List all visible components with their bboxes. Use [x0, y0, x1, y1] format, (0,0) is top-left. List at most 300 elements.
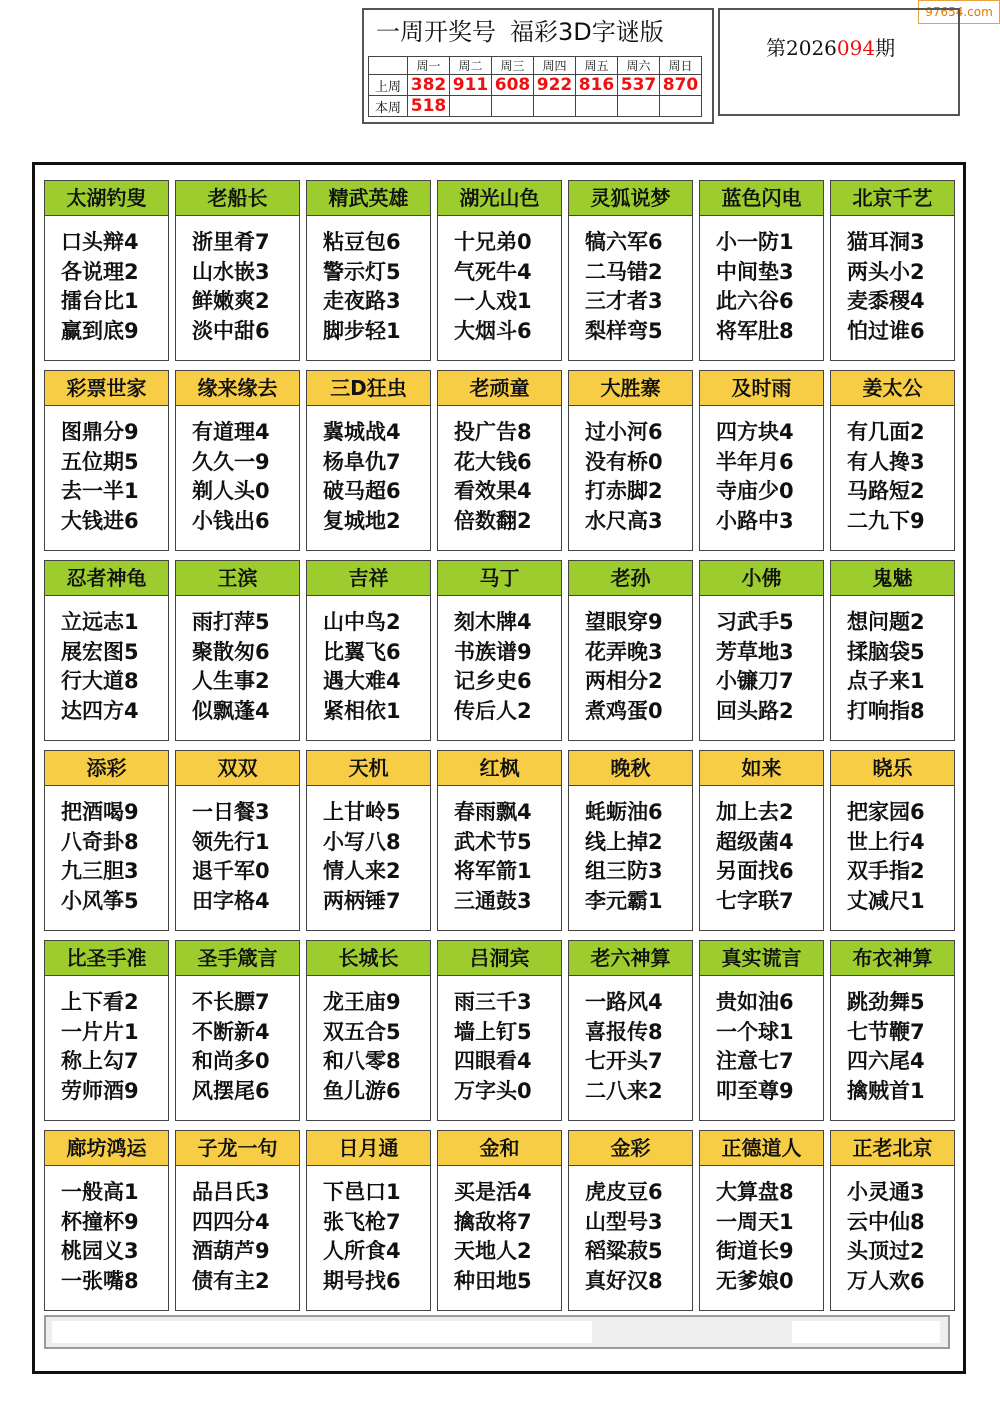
riddle-card	[437, 180, 562, 361]
riddle-line: 一个球1	[716, 1019, 794, 1044]
riddle-line: 不断新4	[192, 1019, 270, 1044]
riddle-line: 喜报传8	[585, 1019, 663, 1044]
riddle-card-title: 正德道人	[700, 1131, 823, 1166]
riddle-line: 浙里肴7	[192, 230, 270, 254]
riddle-card-title: 湖光山色	[438, 181, 561, 216]
riddle-card-body	[438, 976, 561, 1106]
riddle-line: 人所食4	[323, 1239, 401, 1263]
riddle-line: 一日餐3	[192, 800, 270, 824]
riddle-line: 山水嵌3	[192, 259, 270, 284]
weekly-results-table	[368, 56, 702, 117]
riddle-line: 十兄弟0	[454, 230, 532, 254]
riddle-line: 麦黍稷4	[847, 289, 925, 313]
riddle-line: 似飘蓬4	[192, 698, 270, 723]
riddle-line: 芳草地3	[716, 639, 794, 664]
riddle-line: 称上勾7	[61, 1049, 139, 1073]
riddle-line: 一般高1	[61, 1180, 139, 1204]
day-header: 周一	[408, 57, 450, 75]
riddle-row	[44, 370, 962, 551]
riddle-line: 达四方4	[61, 698, 139, 723]
riddle-line: 二马错2	[585, 259, 663, 284]
riddle-line: 七开头7	[585, 1049, 663, 1073]
riddle-card	[437, 750, 562, 931]
riddle-grid	[44, 180, 962, 1320]
riddle-line: 擒敌将7	[454, 1209, 532, 1234]
riddle-card-title: 姜太公	[831, 371, 954, 406]
riddle-line: 蚝蛎油6	[585, 800, 663, 824]
riddle-line: 看效果4	[454, 479, 532, 503]
riddle-line: 四六尾4	[847, 1049, 925, 1073]
riddle-line: 书族谱9	[454, 639, 532, 664]
riddle-card	[830, 180, 955, 361]
riddle-card	[568, 940, 693, 1121]
last-week-label: 上周	[369, 75, 408, 96]
riddle-line: 半年月6	[716, 449, 794, 474]
riddle-line: 去一半1	[61, 479, 139, 503]
riddle-card	[306, 370, 431, 551]
riddle-row	[44, 940, 962, 1121]
riddle-line: 杯撞杯9	[61, 1209, 139, 1234]
riddle-card-title: 子龙一句	[176, 1131, 299, 1166]
riddle-line: 揉脑袋5	[847, 639, 925, 664]
header-subtitle: 福彩3D字谜版	[510, 18, 664, 46]
riddle-line: 小钱出6	[192, 508, 270, 533]
riddle-line: 大钱进6	[61, 508, 139, 533]
riddle-line: 不长膘7	[192, 990, 270, 1014]
riddle-line: 将军箭1	[454, 859, 532, 883]
riddle-card	[568, 370, 693, 551]
riddle-card-title: 老船长	[176, 181, 299, 216]
riddle-line: 一片片1	[61, 1019, 139, 1044]
riddle-card-title: 吕洞宾	[438, 941, 561, 976]
footer-blank-left	[52, 1321, 592, 1343]
riddle-card-body	[831, 976, 954, 1106]
riddle-line: 山中鸟2	[323, 610, 401, 634]
riddle-card-body	[831, 1166, 954, 1296]
riddle-line: 雨三千3	[454, 990, 532, 1014]
riddle-card-body	[438, 786, 561, 916]
riddle-line: 领先行1	[192, 829, 270, 854]
day-header: 周日	[660, 57, 702, 75]
last-week-result: 608	[492, 75, 534, 96]
riddle-row	[44, 1130, 962, 1311]
riddle-line: 紧相依1	[323, 698, 401, 723]
riddle-card-title: 圣手箴言	[176, 941, 299, 976]
riddle-line: 七字联7	[716, 888, 794, 913]
riddle-line: 上下看2	[61, 990, 139, 1014]
riddle-line: 万人欢6	[847, 1268, 925, 1293]
footer-blank-right	[792, 1321, 940, 1343]
riddle-card-body	[831, 786, 954, 916]
riddle-line: 云中仙8	[847, 1209, 925, 1234]
this-week-result	[576, 96, 618, 117]
riddle-line: 杨阜仇7	[323, 449, 401, 474]
riddle-line: 传后人2	[454, 698, 532, 723]
riddle-line: 中间垫3	[716, 259, 794, 284]
riddle-card	[437, 940, 562, 1121]
riddle-line: 淡中甜6	[192, 318, 270, 343]
riddle-line: 水尺高3	[585, 508, 663, 533]
riddle-card	[699, 560, 824, 741]
riddle-line: 街道长9	[716, 1239, 794, 1263]
riddle-line: 大算盘8	[716, 1180, 794, 1204]
riddle-line: 图鼎分9	[61, 420, 139, 444]
riddle-card-body	[45, 216, 168, 346]
riddle-line: 怕过谁6	[847, 318, 925, 343]
riddle-line: 一张嘴8	[61, 1268, 139, 1293]
riddle-line: 把家园6	[847, 800, 925, 824]
riddle-card	[699, 940, 824, 1121]
riddle-line: 小写八8	[323, 829, 401, 854]
this-week-result	[492, 96, 534, 117]
riddle-line: 过小河6	[585, 420, 663, 444]
riddle-row	[44, 560, 962, 741]
riddle-card-body	[438, 1166, 561, 1296]
riddle-card	[44, 1130, 169, 1311]
riddle-line: 倍数翻2	[454, 508, 532, 533]
riddle-line: 四眼看4	[454, 1049, 532, 1073]
riddle-line: 头顶过2	[847, 1239, 925, 1263]
riddle-line: 品吕氏3	[192, 1180, 270, 1204]
riddle-card-body	[307, 976, 430, 1106]
riddle-line: 马路短2	[847, 479, 925, 503]
riddle-card-title: 忍者神龟	[45, 561, 168, 596]
riddle-line: 注意七7	[716, 1049, 794, 1073]
riddle-card-body	[45, 976, 168, 1106]
riddle-card-title: 蓝色闪电	[700, 181, 823, 216]
footer-bar	[44, 1315, 950, 1349]
riddle-line: 二九下9	[847, 508, 925, 533]
riddle-line: 双手指2	[847, 859, 925, 883]
riddle-line: 各说理2	[61, 259, 139, 284]
riddle-line: 一周天1	[716, 1209, 794, 1234]
riddle-line: 四方块4	[716, 420, 794, 444]
riddle-card-body	[176, 786, 299, 916]
riddle-line: 龙王庙9	[323, 990, 401, 1014]
riddle-card-body	[831, 406, 954, 536]
riddle-row	[44, 750, 962, 931]
riddle-card	[568, 1130, 693, 1311]
riddle-line: 两相分2	[585, 669, 663, 693]
riddle-line: 把酒喝9	[61, 800, 139, 824]
riddle-line: 小风筝5	[61, 888, 139, 913]
riddle-card-title: 真实谎言	[700, 941, 823, 976]
riddle-card-body	[45, 1166, 168, 1296]
riddle-line: 想问题2	[847, 610, 925, 634]
riddle-card-body	[307, 786, 430, 916]
riddle-line: 小灵通3	[847, 1180, 925, 1204]
riddle-card-body	[307, 596, 430, 726]
riddle-card-body	[569, 216, 692, 346]
riddle-card	[437, 370, 562, 551]
riddle-line: 习武手5	[716, 610, 794, 634]
riddle-card-title: 灵狐说梦	[569, 181, 692, 216]
riddle-card	[830, 1130, 955, 1311]
riddle-card-title: 王滨	[176, 561, 299, 596]
riddle-card-body	[307, 216, 430, 346]
riddle-line: 张飞枪7	[323, 1209, 401, 1234]
last-week-result: 922	[534, 75, 576, 96]
riddle-card	[44, 940, 169, 1121]
riddle-line: 复城地2	[323, 508, 401, 533]
riddle-card	[437, 1130, 562, 1311]
riddle-line: 组三防3	[585, 859, 663, 883]
riddle-card-body	[307, 406, 430, 536]
riddle-card	[568, 560, 693, 741]
riddle-line: 聚散匆6	[192, 639, 270, 664]
day-header: 周二	[450, 57, 492, 75]
riddle-line: 线上掉2	[585, 829, 663, 854]
riddle-line: 大烟斗6	[454, 318, 532, 343]
riddle-line: 刻木牌4	[454, 610, 532, 634]
riddle-card	[306, 180, 431, 361]
riddle-card-body	[700, 216, 823, 346]
riddle-line: 打响指8	[847, 698, 925, 723]
riddle-line: 五位期5	[61, 449, 139, 474]
riddle-line: 下邑口1	[323, 1180, 401, 1204]
riddle-card	[175, 370, 300, 551]
riddle-card	[830, 750, 955, 931]
issue-suffix: 期	[875, 36, 896, 60]
riddle-line: 煮鸡蛋0	[585, 698, 663, 723]
riddle-line: 雨打萍5	[192, 610, 270, 634]
riddle-line: 李元霸1	[585, 888, 663, 913]
this-week-result: 518	[408, 96, 450, 117]
riddle-line: 花大钱6	[454, 449, 532, 474]
riddle-line: 超级菌4	[716, 829, 794, 854]
riddle-card-title: 老六神算	[569, 941, 692, 976]
riddle-card-body	[569, 406, 692, 536]
riddle-line: 两头小2	[847, 259, 925, 284]
riddle-line: 望眼穿9	[585, 610, 663, 634]
riddle-line: 擒贼首1	[847, 1078, 925, 1103]
riddle-card	[175, 180, 300, 361]
riddle-card-title: 老孙	[569, 561, 692, 596]
this-week-result	[450, 96, 492, 117]
riddle-line: 叩至尊9	[716, 1078, 794, 1103]
riddle-line: 破马超6	[323, 479, 401, 503]
riddle-line: 田字格4	[192, 888, 270, 913]
riddle-line: 春雨飘4	[454, 800, 532, 824]
riddle-line: 虎皮豆6	[585, 1180, 663, 1204]
riddle-card-body	[569, 596, 692, 726]
riddle-line: 万字头0	[454, 1078, 532, 1103]
issue-prefix: 第2026	[766, 36, 837, 60]
riddle-card	[568, 180, 693, 361]
riddle-line: 丈减尺1	[847, 888, 925, 913]
riddle-line: 小镰刀7	[716, 669, 794, 693]
riddle-line: 久久一9	[192, 449, 270, 474]
riddle-line: 上甘岭5	[323, 800, 401, 824]
this-week-result	[618, 96, 660, 117]
riddle-card-title: 缘来缘去	[176, 371, 299, 406]
this-week-result	[660, 96, 702, 117]
riddle-line: 口头辩4	[61, 230, 139, 254]
riddle-card-body	[307, 1166, 430, 1296]
weekly-results-box	[362, 8, 714, 124]
riddle-card-body	[176, 1166, 299, 1296]
riddle-card-body	[700, 406, 823, 536]
riddle-card-body	[700, 976, 823, 1106]
riddle-card-title: 鬼魅	[831, 561, 954, 596]
riddle-line: 小一防1	[716, 230, 794, 254]
riddle-line: 和八零8	[323, 1049, 401, 1073]
riddle-line: 擂台比1	[61, 289, 139, 313]
riddle-card-title: 彩票世家	[45, 371, 168, 406]
riddle-card	[699, 180, 824, 361]
riddle-line: 气死牛4	[454, 259, 532, 284]
last-week-result: 537	[618, 75, 660, 96]
riddle-line: 犒六军6	[585, 230, 663, 254]
riddle-line: 走夜路3	[323, 289, 401, 313]
riddle-line: 另面找6	[716, 859, 794, 883]
riddle-line: 点子来1	[847, 669, 925, 693]
riddle-line: 花弄晚3	[585, 639, 663, 664]
riddle-line: 将军肚8	[716, 318, 794, 343]
riddle-card	[699, 370, 824, 551]
riddle-card-body	[45, 786, 168, 916]
riddle-row	[44, 180, 962, 361]
riddle-card	[175, 1130, 300, 1311]
riddle-card	[699, 750, 824, 931]
riddle-line: 和尚多0	[192, 1049, 270, 1073]
riddle-card	[699, 1130, 824, 1311]
riddle-line: 债有主2	[192, 1268, 270, 1293]
riddle-line: 回头路2	[716, 698, 794, 723]
riddle-line: 情人来2	[323, 859, 401, 883]
riddle-card-title: 添彩	[45, 751, 168, 786]
riddle-line: 贵如油6	[716, 990, 794, 1014]
riddle-card	[175, 750, 300, 931]
riddle-card	[830, 560, 955, 741]
riddle-card	[437, 560, 562, 741]
riddle-card	[568, 750, 693, 931]
riddle-card-title: 布衣神算	[831, 941, 954, 976]
this-week-result	[534, 96, 576, 117]
riddle-card-title: 老顽童	[438, 371, 561, 406]
riddle-card-body	[569, 1166, 692, 1296]
riddle-line: 粘豆包6	[323, 230, 401, 254]
riddle-card-body	[45, 596, 168, 726]
day-header: 周六	[618, 57, 660, 75]
riddle-line: 买是活4	[454, 1180, 532, 1204]
riddle-card-title: 天机	[307, 751, 430, 786]
this-week-label: 本周	[369, 96, 408, 117]
riddle-card-body	[438, 596, 561, 726]
riddle-line: 此六谷6	[716, 289, 794, 313]
riddle-line: 期号找6	[323, 1268, 401, 1293]
riddle-line: 跳劲舞5	[847, 990, 925, 1014]
day-header: 周三	[492, 57, 534, 75]
riddle-card	[306, 750, 431, 931]
riddle-line: 有几面2	[847, 420, 925, 444]
riddle-line: 两柄锤7	[323, 888, 401, 913]
riddle-card	[306, 1130, 431, 1311]
riddle-line: 劳师酒9	[61, 1078, 139, 1103]
riddle-line: 脚步轻1	[323, 318, 401, 343]
riddle-card-title: 大胜寨	[569, 371, 692, 406]
riddle-line: 行大道8	[61, 669, 139, 693]
riddle-line: 四四分4	[192, 1209, 270, 1234]
header-title-bar	[364, 10, 712, 54]
riddle-line: 比翼飞6	[323, 639, 401, 664]
riddle-card-title: 长城长	[307, 941, 430, 976]
riddle-card-body	[176, 976, 299, 1106]
riddle-line: 三才者3	[585, 289, 663, 313]
issue-number: 094	[836, 36, 876, 60]
riddle-line: 警示灯5	[323, 259, 401, 284]
riddle-card	[44, 750, 169, 931]
riddle-line: 退千军0	[192, 859, 270, 883]
riddle-line: 有人搀3	[847, 449, 925, 474]
riddle-card-body	[569, 786, 692, 916]
riddle-line: 双五合5	[323, 1019, 401, 1044]
riddle-line: 冀城战4	[323, 420, 401, 444]
day-header: 周五	[576, 57, 618, 75]
riddle-card-title: 如来	[700, 751, 823, 786]
riddle-card-body	[700, 1166, 823, 1296]
riddle-line: 一路风4	[585, 990, 663, 1014]
riddle-card	[830, 940, 955, 1121]
riddle-line: 风摆尾6	[192, 1078, 270, 1103]
riddle-line: 无爹娘0	[716, 1268, 794, 1293]
riddle-line: 立远志1	[61, 610, 139, 634]
riddle-line: 二八来2	[585, 1078, 663, 1103]
last-week-result: 911	[450, 75, 492, 96]
riddle-line: 真好汉8	[585, 1268, 663, 1293]
riddle-card-body	[176, 596, 299, 726]
riddle-line: 加上去2	[716, 800, 794, 824]
riddle-card-title: 红枫	[438, 751, 561, 786]
riddle-line: 墙上钉5	[454, 1019, 532, 1044]
riddle-line: 一人戏1	[454, 289, 532, 313]
watermark: 97654.com	[918, 0, 1000, 24]
riddle-line: 鱼儿游6	[323, 1078, 401, 1103]
riddle-card	[830, 370, 955, 551]
riddle-card-title: 北京千艺	[831, 181, 954, 216]
riddle-card-title: 金和	[438, 1131, 561, 1166]
last-week-result: 382	[408, 75, 450, 96]
riddle-line: 猫耳洞3	[847, 230, 925, 254]
last-week-result: 870	[660, 75, 702, 96]
riddle-card-title: 双双	[176, 751, 299, 786]
riddle-card	[44, 370, 169, 551]
riddle-card	[306, 560, 431, 741]
riddle-line: 八奇卦8	[61, 829, 139, 854]
riddle-card-title: 三D狂虫	[307, 371, 430, 406]
riddle-line: 山型号3	[585, 1209, 663, 1234]
riddle-card-body	[700, 786, 823, 916]
riddle-line: 桃园义3	[61, 1239, 139, 1263]
riddle-line: 种田地5	[454, 1268, 532, 1293]
riddle-card-title: 晚秋	[569, 751, 692, 786]
riddle-line: 酒葫芦9	[192, 1239, 270, 1263]
riddle-card-title: 比圣手准	[45, 941, 168, 976]
riddle-card-title: 马丁	[438, 561, 561, 596]
riddle-line: 小路中3	[716, 508, 794, 533]
riddle-card-title: 金彩	[569, 1131, 692, 1166]
riddle-card-title: 及时雨	[700, 371, 823, 406]
riddle-line: 投广告8	[454, 420, 532, 444]
riddle-line: 稻粱菽5	[585, 1239, 663, 1263]
riddle-line: 鲜嫩爽2	[192, 289, 270, 313]
issue-number-box	[718, 8, 960, 116]
riddle-line: 剃人头0	[192, 479, 270, 503]
riddle-card-title: 正老北京	[831, 1131, 954, 1166]
riddle-card-title: 吉祥	[307, 561, 430, 596]
riddle-card-body	[438, 406, 561, 536]
riddle-card-body	[569, 976, 692, 1106]
